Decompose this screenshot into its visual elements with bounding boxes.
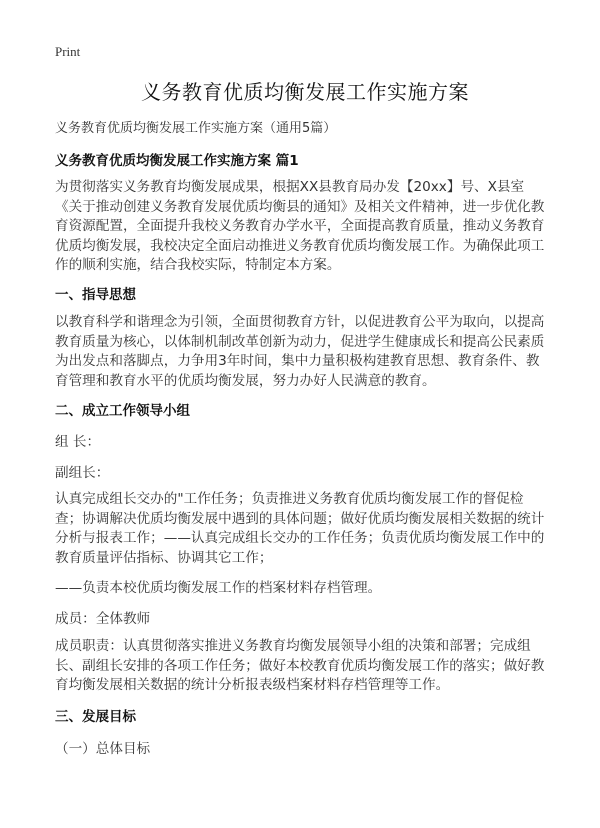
members-line: 成员：全体教师 — [55, 611, 151, 627]
document-title: 义务教育优质均衡发展工作实施方案 — [141, 80, 469, 104]
archive-duty-line: ——负责本校优质均衡发展工作的档案材料存档管理。 — [55, 580, 382, 596]
member-duties-paragraph: 成员职责：认真贯彻落实推进义务教育均衡发展领导小组的决策和部署；完成组长、副组长安排的各项工作任务；做好本校教育优质均衡发展工作的落实；做好教育均衡发展相关数据的统计分析报表级档案材料存档管理等工作。 — [55, 638, 545, 693]
section-heading-development-goals: 三、发展目标 — [55, 709, 136, 725]
document-subtitle: 义务教育优质均衡发展工作实施方案（通用5篇） — [55, 121, 337, 136]
intro-paragraph: 为贯彻落实义务教育均衡发展成果，根据XX县教育局办发【20xx】号、X县室《关于推动创建义务教育发展优质均衡县的通知》及相关文件精神，进一步优化教育资源配置，全面提升我校义务教育办学水平，全面提高教育质量，推动义务教育优质均衡发展，我校决定全面启动推进义务教育优质均衡发展工作。为确保此项工作的顺利实施，结合我校实际，特制定本方案。 — [55, 179, 545, 273]
guiding-ideology-paragraph: 以教育科学和谐理念为引领，全面贯彻教育方针，以促进教育公平为取向，以提高教育质量为核心，以体制机制改革创新为动力，促进学生健康成长和提高公民素质为出发点和落脚点，力争用3年时间，集中力量积极构建教育思想、教育条件、教育管理和教育水平的优质均衡发展，努力办好人民满意的教育。 — [55, 314, 545, 389]
deputy-duties-paragraph: 认真完成组长交办的"工作任务；负责推进义务教育优质均衡发展工作的督促检查；协调解决优质均衡发展中遇到的具体问题；做好优质均衡发展相关数据的统计分析与报表工作；——认真完成组长交办的工作任务；负责优质均衡发展工作中的教育质量评估指标、协调其它工作； — [55, 491, 545, 566]
print-label[interactable]: Print — [55, 44, 81, 59]
section-heading-leadership-group: 二、成立工作领导小组 — [55, 403, 190, 419]
deputy-leader-line: 副组长： — [55, 465, 110, 481]
overall-goal-subheading: （一）总体目标 — [55, 741, 151, 757]
group-leader-line: 组 长： — [55, 434, 101, 450]
section-heading-guiding-ideology: 一、指导思想 — [55, 287, 136, 303]
part-heading: 义务教育优质均衡发展工作实施方案 篇1 — [55, 153, 299, 169]
